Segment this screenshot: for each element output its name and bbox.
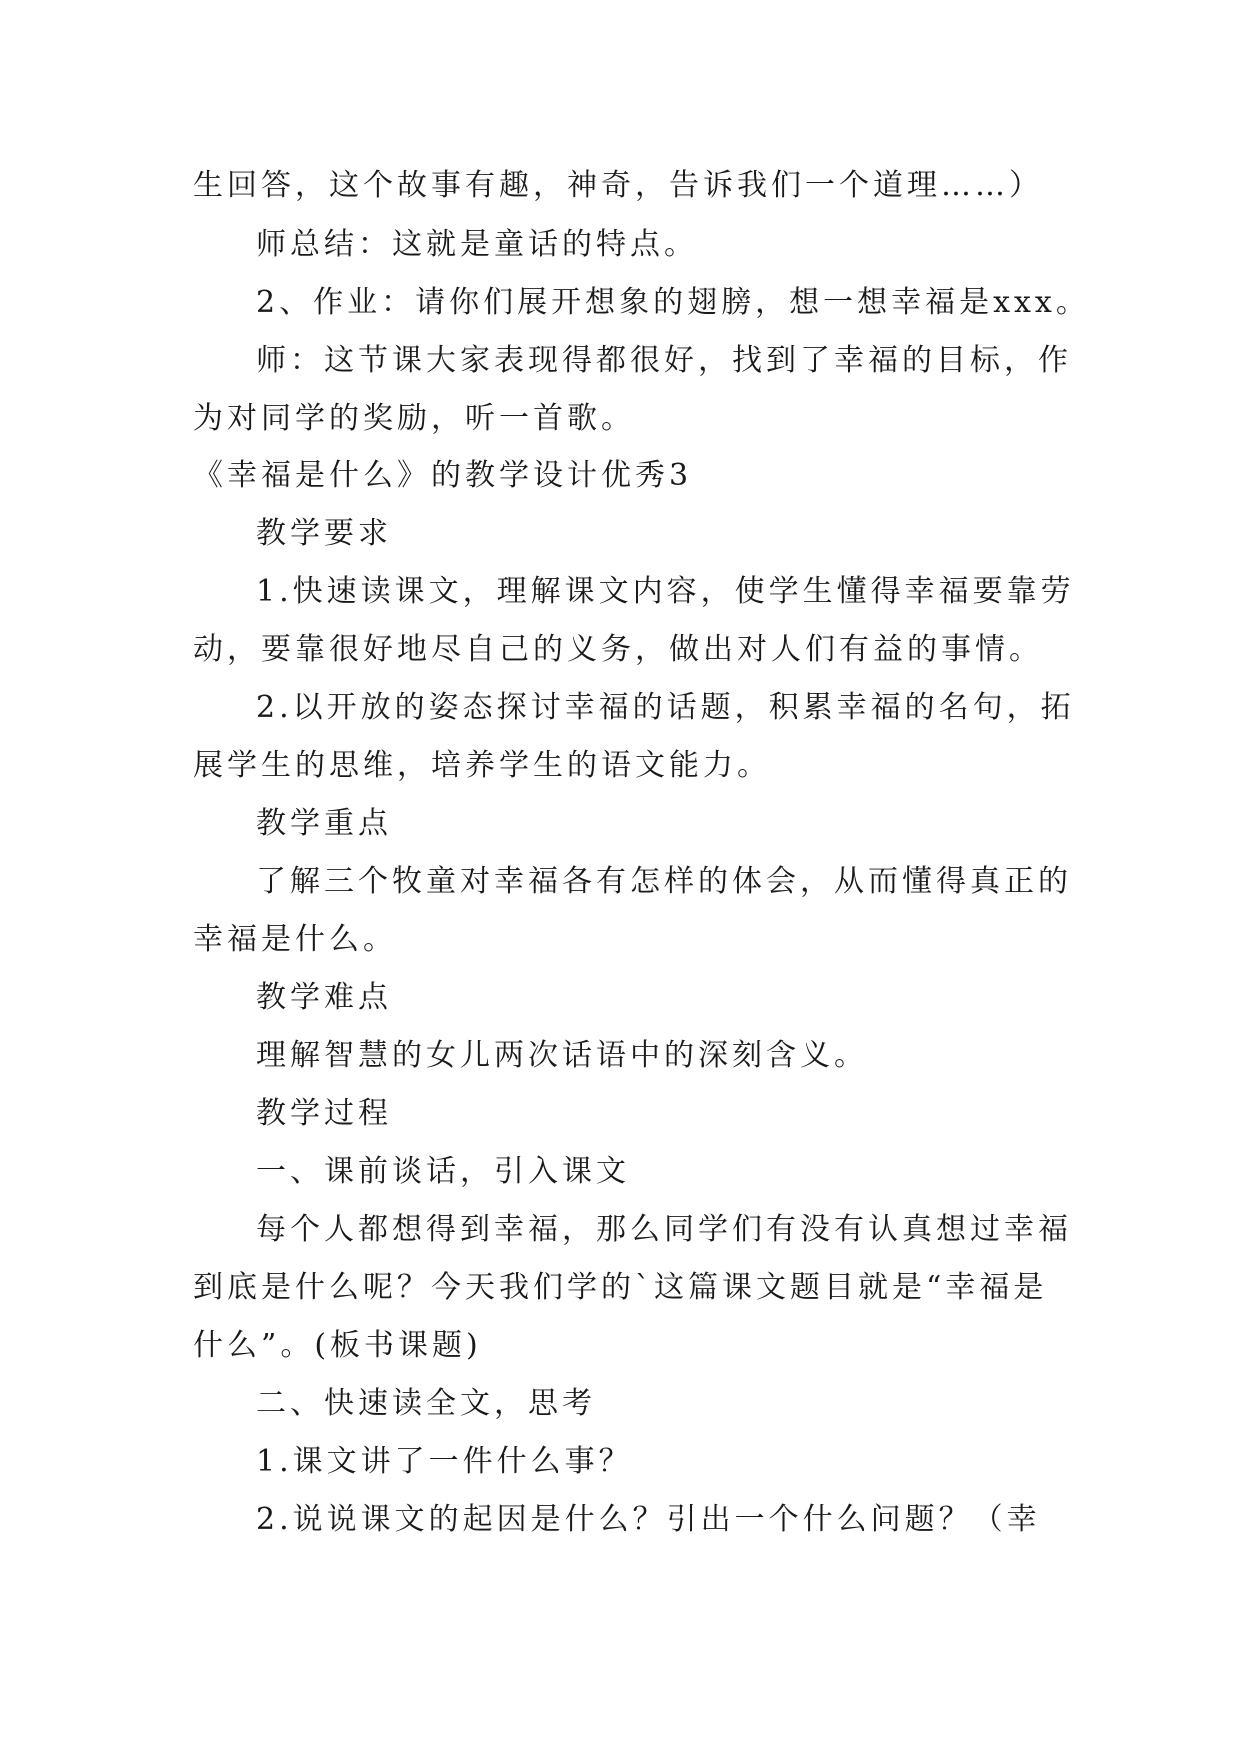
text-line-23: 1.课文讲了一件什么事？	[256, 1444, 633, 1479]
text-line-7: 教学要求	[256, 516, 392, 551]
text-line-16: 理解智慧的女儿两次话语中的深刻含义。	[256, 1038, 868, 1073]
text-line-11: 展学生的思维，培养学生的语文能力。	[193, 748, 771, 783]
text-line-22: 二、快速读全文，思考	[256, 1386, 596, 1421]
text-line-5: 为对同学的奖励，听一首歌。	[193, 401, 635, 436]
text-line-4: 师：这节课大家表现得都很好，找到了幸福的目标，作	[256, 343, 1072, 378]
text-line-10: 2.以开放的姿态探讨幸福的话题，积累幸福的名句，拓	[256, 690, 1075, 725]
text-line-14: 幸福是什么。	[193, 922, 397, 957]
section-heading: 《幸福是什么》的教学设计优秀3	[193, 458, 693, 493]
text-line-24: 2.说说课文的起因是什么？引出一个什么问题？（幸	[256, 1502, 1041, 1537]
text-line-12: 教学重点	[256, 806, 392, 841]
text-line-2: 师总结：这就是童话的特点。	[256, 227, 698, 262]
text-line-20: 到底是什么呢？今天我们学的`这篇课文题目就是“幸福是	[193, 1270, 1048, 1305]
text-line-13: 了解三个牧童对幸福各有怎样的体会，从而懂得真正的	[256, 864, 1072, 899]
text-line-9: 动，要靠很好地尽自己的义务，做出对人们有益的事情。	[193, 632, 1043, 667]
text-line-1: 生回答，这个故事有趣，神奇，告诉我们一个道理……）	[193, 168, 1043, 203]
text-line-17: 教学过程	[256, 1096, 392, 1131]
text-line-21: 什么”。(板书课题)	[193, 1328, 482, 1363]
text-line-19: 每个人都想得到幸福，那么同学们有没有认真想过幸福	[256, 1212, 1072, 1247]
text-line-18: 一、课前谈话，引入课文	[256, 1154, 630, 1189]
text-line-3: 2、作业：请你们展开想象的翅膀，想一想幸福是xxx。	[256, 285, 1090, 320]
text-line-8: 1.快速读课文，理解课文内容，使学生懂得幸福要靠劳	[256, 574, 1075, 609]
text-line-15: 教学难点	[256, 980, 392, 1015]
